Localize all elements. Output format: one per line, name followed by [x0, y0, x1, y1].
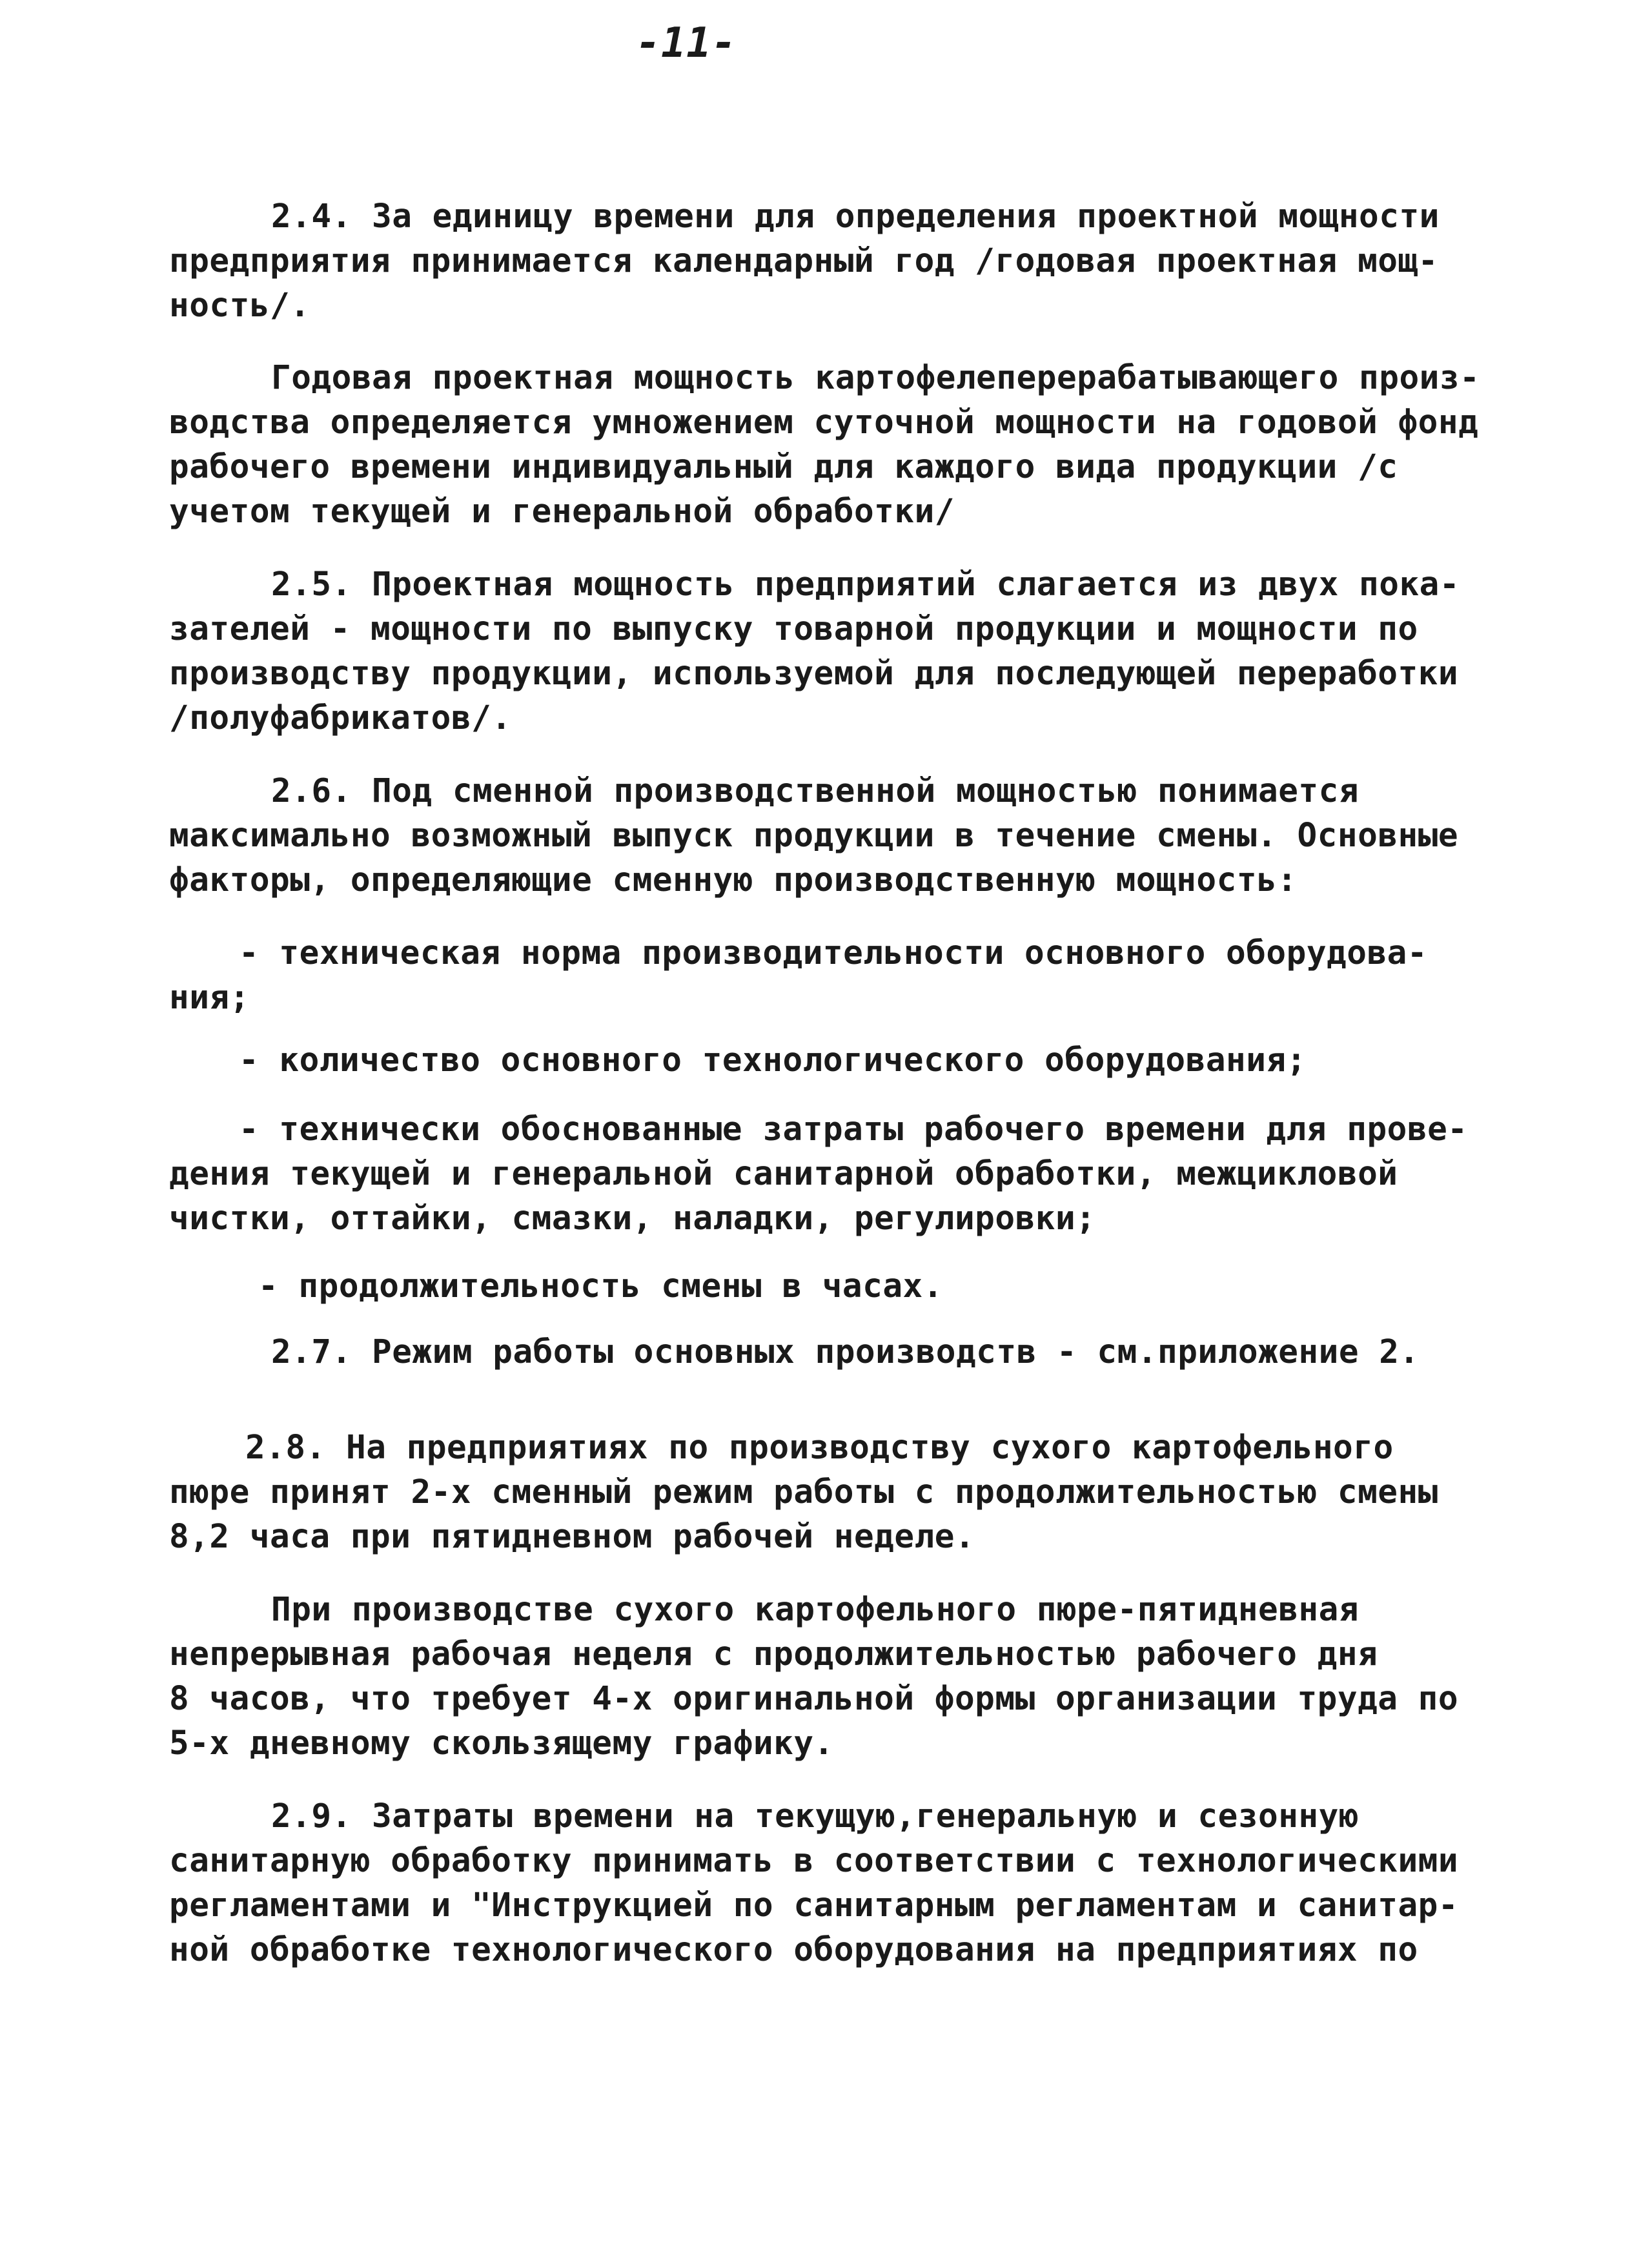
bullet-equipment-line-1: - количество основного технологического оборудования; — [239, 1041, 1307, 1079]
para-2-9-line-2: санитарную обработку принимать в соответствии с технологическими — [169, 1842, 1459, 1880]
para-annual-line-3: рабочего времени индивидуальный для каждого вида продукции /с — [169, 448, 1398, 486]
para-continuous-line-2: непрерывная рабочая неделя с продолжительностью рабочего дня — [169, 1635, 1378, 1673]
para-2-5-line-4: /полуфабрикатов/. — [169, 699, 512, 737]
para-2-9-line-1: 2.9. Затраты времени на текущую,генеральную и сезонную — [271, 1797, 1360, 1835]
para-continuous-line-1: При производстве сухого картофельного пюре-пятидневная — [271, 1591, 1360, 1629]
para-2-7-line-1: 2.7. Режим работы основных производств - см.приложение 2. — [271, 1333, 1420, 1371]
bullet-norm-line-1: - техническая норма производительности основного оборудова- — [239, 934, 1428, 972]
para-annual-line-4: учетом текущей и генеральной обработки/ — [169, 493, 955, 531]
bullet-norm-line-2: ния; — [169, 979, 250, 1017]
para-continuous-line-4: 5-х дневному скользящему графику. — [169, 1724, 834, 1762]
para-2-6-line-2: максимально возможный выпуск продукции в течение смены. Основные — [169, 817, 1459, 855]
bullet-time-costs-line-1: - технически обоснованные затраты рабочего времени для прове- — [239, 1110, 1468, 1149]
para-2-9-line-4: ной обработке технологического оборудования на предприятиях по — [169, 1931, 1418, 1969]
para-annual-line-2: водства определяется умножением суточной мощности на годовой фонд — [169, 404, 1479, 442]
page-number: -11- — [636, 19, 737, 67]
para-2-4-line-1: 2.4. За единицу времени для определения проектной мощности — [271, 198, 1440, 236]
para-2-4-line-3: ность/. — [169, 287, 311, 325]
para-2-9-line-3: регламентами и "Инструкцией по санитарным регламентам и санитар- — [169, 1886, 1459, 1925]
bullet-time-costs-line-3: чистки, оттайки, смазки, наладки, регулировки; — [169, 1200, 1096, 1238]
para-continuous-line-3: 8 часов, что требует 4-х оригинальной формы организации труда по — [169, 1680, 1459, 1718]
para-2-5-line-2: зателей - мощности по выпуску товарной продукции и мощности по — [169, 610, 1418, 648]
para-annual-line-1: Годовая проектная мощность картофелеперерабатывающего произ- — [271, 359, 1480, 397]
para-2-6-line-3: факторы, определяющие сменную производственную мощность: — [169, 861, 1298, 899]
para-2-5-line-3: производству продукции, используемой для последующей переработки — [169, 655, 1459, 693]
para-2-6-line-1: 2.6. Под сменной производственной мощностью понимается — [271, 772, 1360, 810]
para-2-8-line-3: 8,2 часа при пятидневном рабочей неделе. — [169, 1518, 975, 1556]
para-2-8-line-1: 2.8. На предприятиях по производству сухого картофельного — [245, 1429, 1394, 1467]
bullet-shift-length-line-1: - продолжительность смены в часах. — [258, 1267, 943, 1305]
para-2-4-line-2: предприятия принимается календарный год /годовая проектная мощ- — [169, 242, 1438, 280]
para-2-5-line-1: 2.5. Проектная мощность предприятий слагается из двух пока- — [271, 566, 1460, 604]
para-2-8-line-2: пюре принят 2-х сменный режим работы с продолжительностью смены — [169, 1473, 1438, 1511]
bullet-time-costs-line-2: дения текущей и генеральной санитарной обработки, межцикловой — [169, 1155, 1398, 1193]
